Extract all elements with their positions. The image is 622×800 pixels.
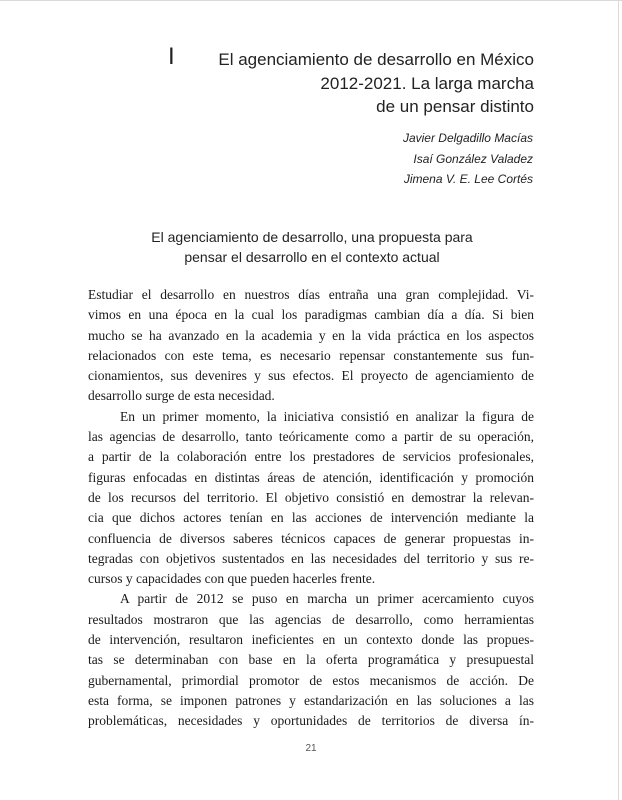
paragraph-line: figuras enfocadas en distintas áreas de atención, identificación y promoción xyxy=(88,469,534,485)
paragraph-line: tegradas con objetivos sustentados en las necesidades del territorio y sus re- xyxy=(88,550,534,566)
chapter-title xyxy=(194,48,534,119)
paragraph-line: En un primer momento, la iniciativa consistió en analizar la figura de xyxy=(120,408,534,424)
paragraph-line: cia que dichos actores tenían en las acciones de intervención mediante la xyxy=(88,510,534,526)
body-text xyxy=(88,285,534,732)
section-heading-line: El agenciamiento de desarrollo, una propuesta para xyxy=(151,229,473,245)
paragraph-line: cursos y capacidades con que pueden hacerles frente. xyxy=(88,571,376,587)
author-list xyxy=(403,128,533,190)
paragraph-line: relacionados con este tema, es necesario repensar constantemente sus fun- xyxy=(88,347,534,363)
paragraph-line: problemáticas, necesidades y oportunidades de territorios de diversa ín- xyxy=(88,713,534,729)
paragraph-line: las agencias de desarrollo, tanto teóricamente como a partir de su operación, xyxy=(88,429,534,445)
paragraph-line: esta forma, se imponen patrones y estandarización en las soluciones a las xyxy=(88,692,534,708)
page-top-border xyxy=(0,0,622,1)
paragraph-line: resultados mostraron que las agencias de desarrollo, como herramientas xyxy=(88,611,534,627)
page-number: 21 xyxy=(305,743,317,754)
chapter-number: I xyxy=(168,43,175,70)
chapter-title-line: 2012-2021. La larga marcha xyxy=(320,73,534,93)
paragraph-line: tas se determinaban con base en la oferta programática y presupuestal xyxy=(88,652,534,668)
page-right-border xyxy=(618,0,619,800)
paragraph-line: desarrollo surge de esta necesidad. xyxy=(88,388,275,404)
paragraph-line: a partir de la colaboración entre los prestadores de servicios profesionales, xyxy=(88,449,534,465)
paragraph-line: mucho se ha avanzado en la academia y en la vida práctica en los aspectos xyxy=(88,327,534,343)
paragraph-line: gubernamental, primordial promotor de estos mecanismos de acción. De xyxy=(88,672,534,688)
author-name: Isaí González Valadez xyxy=(413,151,533,166)
chapter-title-line: de un pensar distinto xyxy=(376,97,534,116)
paragraph-line: vimos en una época en la cual los paradigmas cambian día a día. Si bien xyxy=(88,307,534,323)
paragraph-line: confluencia de diversos saberes técnicos capaces de generar propuestas in- xyxy=(88,530,534,546)
author-name: Jimena V. E. Lee Cortés xyxy=(403,172,533,186)
paragraph-line: A partir de 2012 se puso en marcha un primer acercamiento cuyos xyxy=(120,591,534,607)
section-heading-line: pensar el desarrollo en el contexto actual xyxy=(184,249,440,265)
section-heading xyxy=(90,227,534,267)
paragraph-line: de intervención, resultaron ineficientes en un contexto donde las propues- xyxy=(88,632,534,648)
paragraph-line: de los recursos del territorio. El objetivo consistió en demostrar la relevan- xyxy=(88,489,534,505)
author-name: Javier Delgadillo Macías xyxy=(402,131,533,145)
paragraph-line: Estudiar el desarrollo en nuestros días entraña una gran complejidad. Vi- xyxy=(88,287,534,302)
paragraph-line: cionamientos, sus devenires y sus efectos. El proyecto de agenciamiento de xyxy=(88,368,534,384)
chapter-title-line: El agenciamiento de desarrollo en México xyxy=(218,50,534,69)
